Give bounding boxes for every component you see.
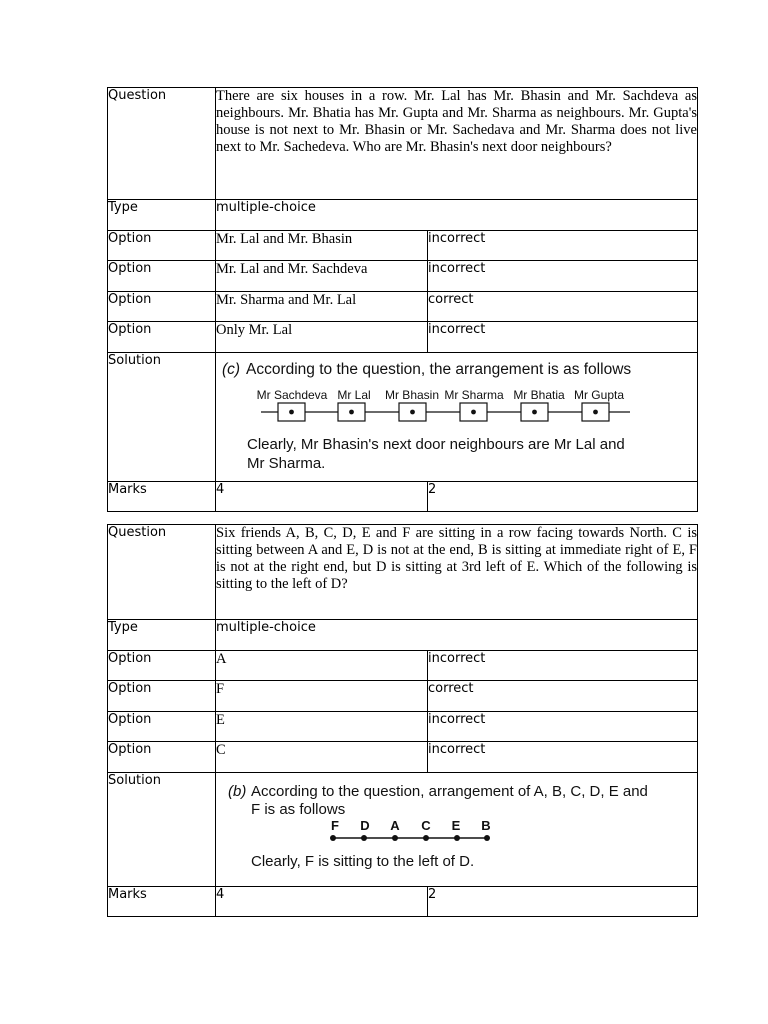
marks-value: 2	[428, 887, 698, 917]
option-label: Option	[108, 322, 216, 353]
solution-letter: (b)	[228, 783, 247, 800]
seat-letter: E	[451, 818, 461, 833]
house-name: Mr Bhatia	[513, 388, 565, 402]
seat-dot	[484, 835, 490, 841]
seat-dot	[330, 835, 336, 841]
marks-label: Marks	[108, 482, 216, 512]
option-text: Mr. Sharma and Mr. Lal	[216, 292, 428, 322]
solution-label: Solution	[108, 773, 216, 887]
option-label: Option	[108, 681, 216, 712]
option-text: E	[216, 712, 428, 742]
question-text: Six friends A, B, C, D, E and F are sitting in a row facing towards North. C is sitting between A and E, D is not at the end, B is sitting at immediate right of E, F is not at the right end, but D is sitting at 3rd left of E. Which of the following is sitting to the left of D?	[216, 525, 698, 620]
option-text: Only Mr. Lal	[216, 322, 428, 353]
question-label: Question	[108, 525, 216, 620]
marks-value: 4	[216, 482, 428, 512]
solution-conclusion: Mr Sharma.	[247, 455, 326, 472]
option-result: correct	[428, 292, 698, 322]
solution-intro: According to the question, arrangement of A, B, C, D, E and	[251, 783, 648, 800]
option-text: A	[216, 651, 428, 681]
solution-figure	[216, 353, 698, 482]
seat-dot	[392, 835, 398, 841]
question-table-1	[107, 87, 698, 512]
solution-letter: (c)	[222, 361, 241, 378]
type-label: Type	[108, 620, 216, 651]
house-box	[338, 403, 365, 421]
question-table-2	[107, 524, 698, 917]
type-value: multiple-choice	[216, 620, 698, 651]
house-box	[521, 403, 548, 421]
house-box	[399, 403, 426, 421]
house-name: Mr Gupta	[573, 388, 625, 402]
solution-conclusion: Clearly, F is sitting to the left of D.	[251, 853, 475, 870]
option-result: incorrect	[428, 651, 698, 681]
option-result: correct	[428, 681, 698, 712]
seat-dot	[361, 835, 367, 841]
solution-figure	[216, 773, 698, 887]
seat-letter: C	[421, 818, 431, 833]
marks-value: 2	[428, 482, 698, 512]
option-result: incorrect	[428, 712, 698, 742]
seat-letter: B	[481, 818, 491, 833]
marks-label: Marks	[108, 887, 216, 917]
seat-letter: A	[390, 818, 400, 833]
option-text: Mr. Lal and Mr. Bhasin	[216, 231, 428, 261]
type-value: multiple-choice	[216, 200, 698, 231]
solution-conclusion: Clearly, Mr Bhasin's next door neighbours are Mr Lal and	[247, 436, 625, 453]
house-box	[460, 403, 487, 421]
solution-label: Solution	[108, 353, 216, 482]
seat-dot	[423, 835, 429, 841]
option-result: incorrect	[428, 231, 698, 261]
solution-diagram	[216, 773, 696, 881]
type-label: Type	[108, 200, 216, 231]
question-label: Question	[108, 88, 216, 200]
solution-intro: According to the question, the arrangement is as follows	[246, 361, 632, 378]
seat-letter: D	[360, 818, 370, 833]
option-label: Option	[108, 292, 216, 322]
option-label: Option	[108, 231, 216, 261]
solution-diagram	[216, 353, 696, 476]
house-name: Mr Sachdeva	[256, 388, 328, 402]
option-label: Option	[108, 651, 216, 681]
option-label: Option	[108, 712, 216, 742]
option-text: C	[216, 742, 428, 773]
option-result: incorrect	[428, 742, 698, 773]
house-box	[278, 403, 305, 421]
solution-intro: F is as follows	[251, 801, 346, 818]
house-name: Mr Sharma	[444, 388, 504, 402]
option-result: incorrect	[428, 322, 698, 353]
option-text: Mr. Lal and Mr. Sachdeva	[216, 261, 428, 292]
option-label: Option	[108, 742, 216, 773]
house-box	[582, 403, 609, 421]
seat-letter: F	[331, 818, 339, 833]
house-name: Mr Bhasin	[384, 388, 440, 402]
marks-value: 4	[216, 887, 428, 917]
house-name: Mr Lal	[337, 388, 371, 402]
option-label: Option	[108, 261, 216, 292]
option-text: F	[216, 681, 428, 712]
option-result: incorrect	[428, 261, 698, 292]
seat-dot	[454, 835, 460, 841]
question-text: There are six houses in a row. Mr. Lal has Mr. Bhasin and Mr. Sachdeva as neighbours. Mr. Bhatia has Mr. Gupta and Mr. Sharma as neighbours. Mr. Gupta's house is not next to Mr. Bhasin or Mr. Sachedava and Mr. Sharma does not live next to Mr. Sachedeva. Who are Mr. Bhasin's next door neighbours?	[216, 88, 698, 200]
